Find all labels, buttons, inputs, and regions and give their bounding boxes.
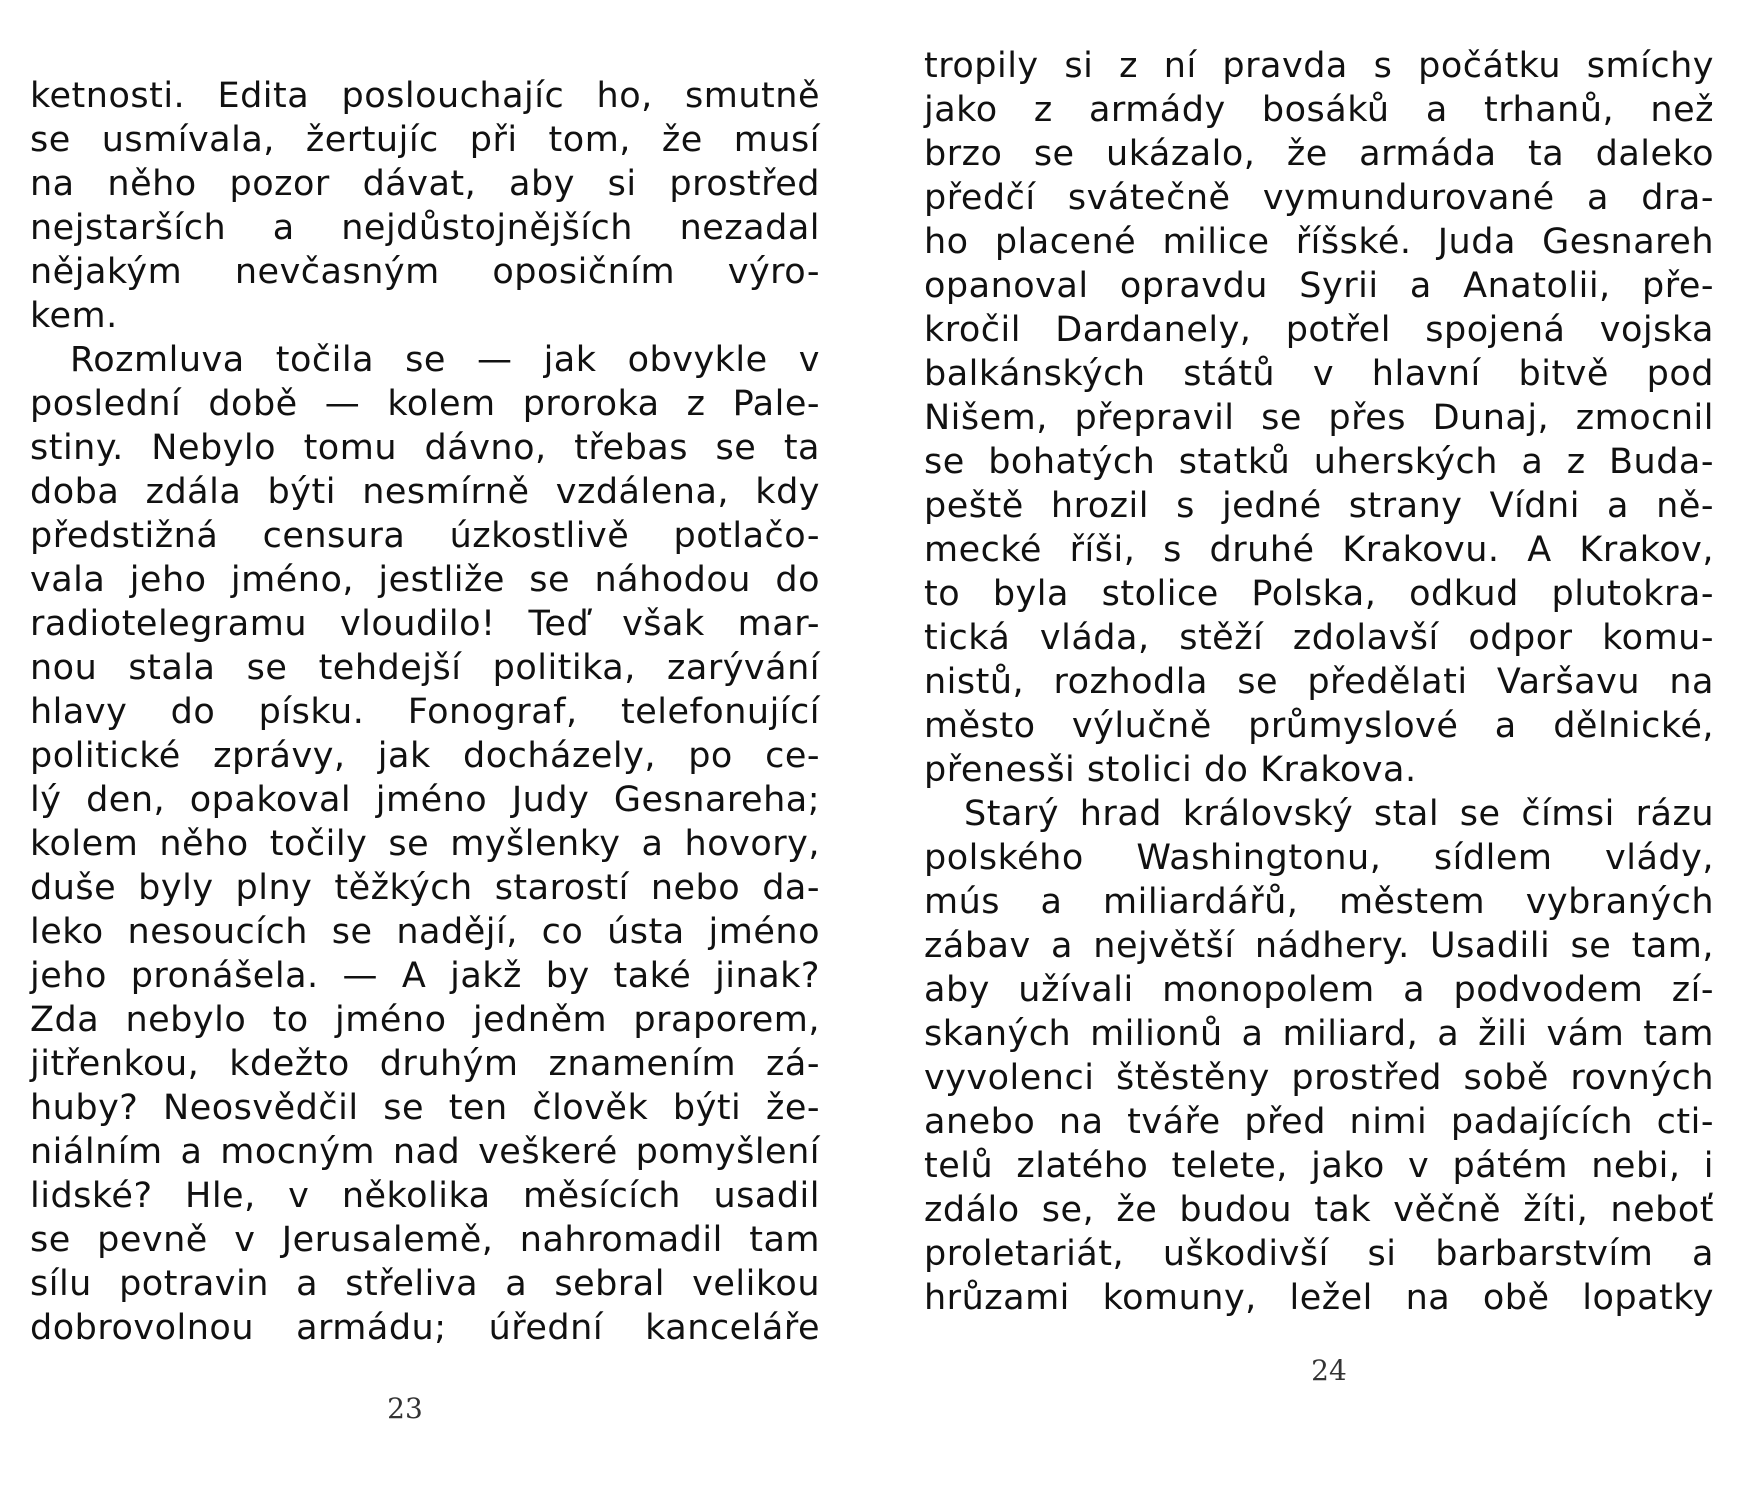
text-line: telů zlatého telete, jako v pátém nebi, i [924, 1146, 1714, 1186]
text-line: kem. [30, 296, 118, 336]
text-line: balkánských států v hlavní bitvě pod [924, 354, 1714, 394]
text-line: hlavy do písku. Fonograf, telefonující [30, 692, 820, 732]
text-line: jako z armády bosáků a trhanů, než [924, 90, 1714, 130]
text-line: huby? Neosvědčil se ten člověk býti že- [30, 1088, 820, 1128]
text-line: to byla stolice Polska, odkud plutokra- [924, 574, 1714, 614]
text-line: stiny. Nebylo tomu dávno, třebas se ta [30, 428, 820, 468]
text-line: Starý hrad královský stal se čímsi rázu [964, 794, 1714, 834]
text-line: proletariát, uškodivší si barbarstvím a [924, 1234, 1714, 1274]
text-line: jitřenkou, kdežto druhým znamením zá- [30, 1044, 820, 1084]
text-line: Nišem, přepravil se přes Dunaj, zmocnil [924, 398, 1714, 438]
right-page [874, 0, 1748, 1500]
text-line: ketnosti. Edita poslouchajíc ho, smutně [30, 76, 820, 116]
text-line: duše byly plny těžkých starostí nebo da- [30, 868, 820, 908]
text-line: aby užívali monopolem a podvodem zí- [924, 970, 1714, 1010]
text-line: jeho pronášela. — A jakž by také jinak? [30, 956, 820, 996]
text-line: hrůzami komuny, ležel na obě lopatky [924, 1278, 1714, 1318]
text-line: nějakým nevčasným oposičním výro- [30, 252, 820, 292]
text-line: se usmívala, žertujíc při tom, že musí [30, 120, 820, 160]
page-number-right: 24 [1311, 1354, 1347, 1387]
text-line: vyvolenci štěstěny prostřed sobě rovných [924, 1058, 1714, 1098]
text-line: tropily si z ní pravda s počátku smíchy [924, 46, 1714, 86]
text-line: město výlučně průmyslové a dělnické, [924, 706, 1714, 746]
text-line: radiotelegramu vloudilo! Teď však mar- [30, 604, 820, 644]
right-page-text [924, 44, 1714, 1320]
text-line: ho placené milice říšské. Juda Gesnareh [924, 222, 1714, 262]
text-line: nou stala se tehdejší politika, zarývání [30, 648, 820, 688]
text-line: anebo na tváře před nimi padajících cti- [924, 1102, 1714, 1142]
text-line: na něho pozor dávat, aby si prostřed [30, 164, 820, 204]
text-line: Zda nebylo to jméno jedněm praporem, [30, 1000, 820, 1040]
text-line: skaných milionů a miliard, a žili vám tam [924, 1014, 1714, 1054]
left-page-text [30, 74, 820, 1350]
text-line: mecké říši, s druhé Krakovu. A Krakov, [924, 530, 1714, 570]
text-line: lidské? Hle, v několika měsících usadil [30, 1176, 820, 1216]
text-line: lý den, opakoval jméno Judy Gesnareha; [30, 780, 820, 820]
text-line: brzo se ukázalo, že armáda ta daleko [924, 134, 1714, 174]
text-line: kolem něho točily se myšlenky a hovory, [30, 824, 820, 864]
text-line: politické zprávy, jak docházely, po ce- [30, 736, 820, 776]
text-line: Rozmluva točila se — jak obvykle v [70, 340, 820, 380]
text-line: zábav a největší nádhery. Usadili se tam, [924, 926, 1714, 966]
text-line: niálním a mocným nad veškeré pomyšlení [30, 1132, 820, 1172]
text-line: dobrovolnou armádu; úřední kanceláře [30, 1308, 820, 1348]
text-line: přenesši stolici do Krakova. [924, 750, 1417, 790]
text-line: nistů, rozhodla se předělati Varšavu na [924, 662, 1714, 702]
text-line: leko nesoucích se nadějí, co ústa jméno [30, 912, 820, 952]
text-line: mús a miliardářů, městem vybraných [924, 882, 1714, 922]
text-line: nejstarších a nejdůstojnějších nezadal [30, 208, 820, 248]
text-line: peště hrozil s jedné strany Vídni a ně- [924, 486, 1714, 526]
text-line: se pevně v Jerusalemě, nahromadil tam [30, 1220, 820, 1260]
text-line: tická vláda, stěží zdolavší odpor komu- [924, 618, 1714, 658]
text-line: zdálo se, že budou tak věčně žíti, neboť [924, 1190, 1714, 1230]
text-line: se bohatých statků uherských a z Buda- [924, 442, 1714, 482]
text-line: polského Washingtonu, sídlem vlády, [924, 838, 1714, 878]
page-number-left: 23 [387, 1392, 423, 1425]
text-line: poslední době — kolem proroka z Pale- [30, 384, 820, 424]
text-line: předstižná censura úzkostlivě potlačo- [30, 516, 820, 556]
text-line: kročil Dardanely, potřel spojená vojska [924, 310, 1714, 350]
text-line: doba zdála býti nesmírně vzdálena, kdy [30, 472, 820, 512]
text-line: sílu potravin a střeliva a sebral velikou [30, 1264, 820, 1304]
text-line: předčí svátečně vymundurované a dra- [924, 178, 1714, 218]
text-line: opanoval opravdu Syrii a Anatolii, pře- [924, 266, 1714, 306]
text-line: vala jeho jméno, jestliže se náhodou do [30, 560, 820, 600]
